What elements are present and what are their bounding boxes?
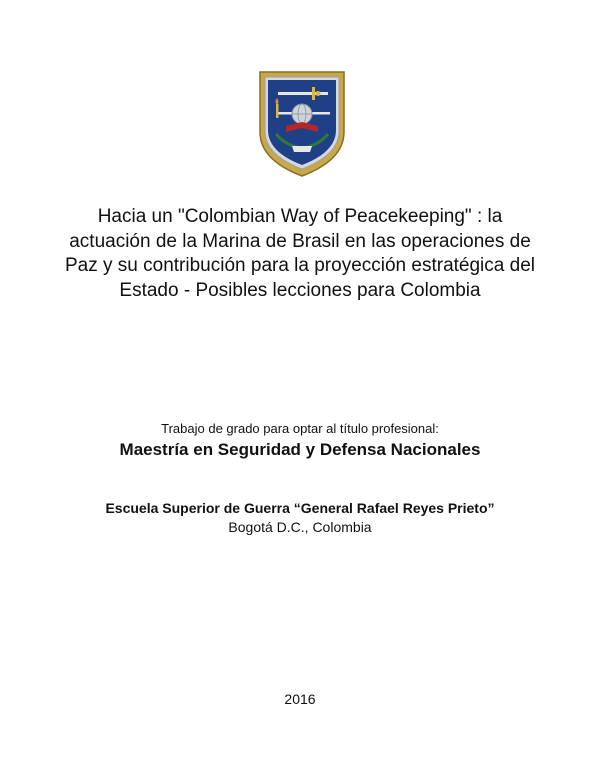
institutional-crest-icon (256, 68, 348, 180)
publication-year: 2016 (284, 691, 316, 707)
school-name: Escuela Superior de Guerra “General Rafael Reyes Prieto” (105, 500, 495, 516)
degree-title: Maestría en Seguridad y Defensa Nacionales (119, 440, 481, 459)
thesis-note: Trabajo de grado para optar al título profesional: (161, 421, 439, 436)
city-location: Bogotá D.C., Colombia (228, 519, 372, 535)
document-title: Hacia un "Colombian Way of Peacekeeping" : la actuación de la Marina de Brasil en las operaciones de Paz y su contribución para la proyección estratégica del Estado - Posibles lecciones para Colombia (65, 206, 535, 301)
